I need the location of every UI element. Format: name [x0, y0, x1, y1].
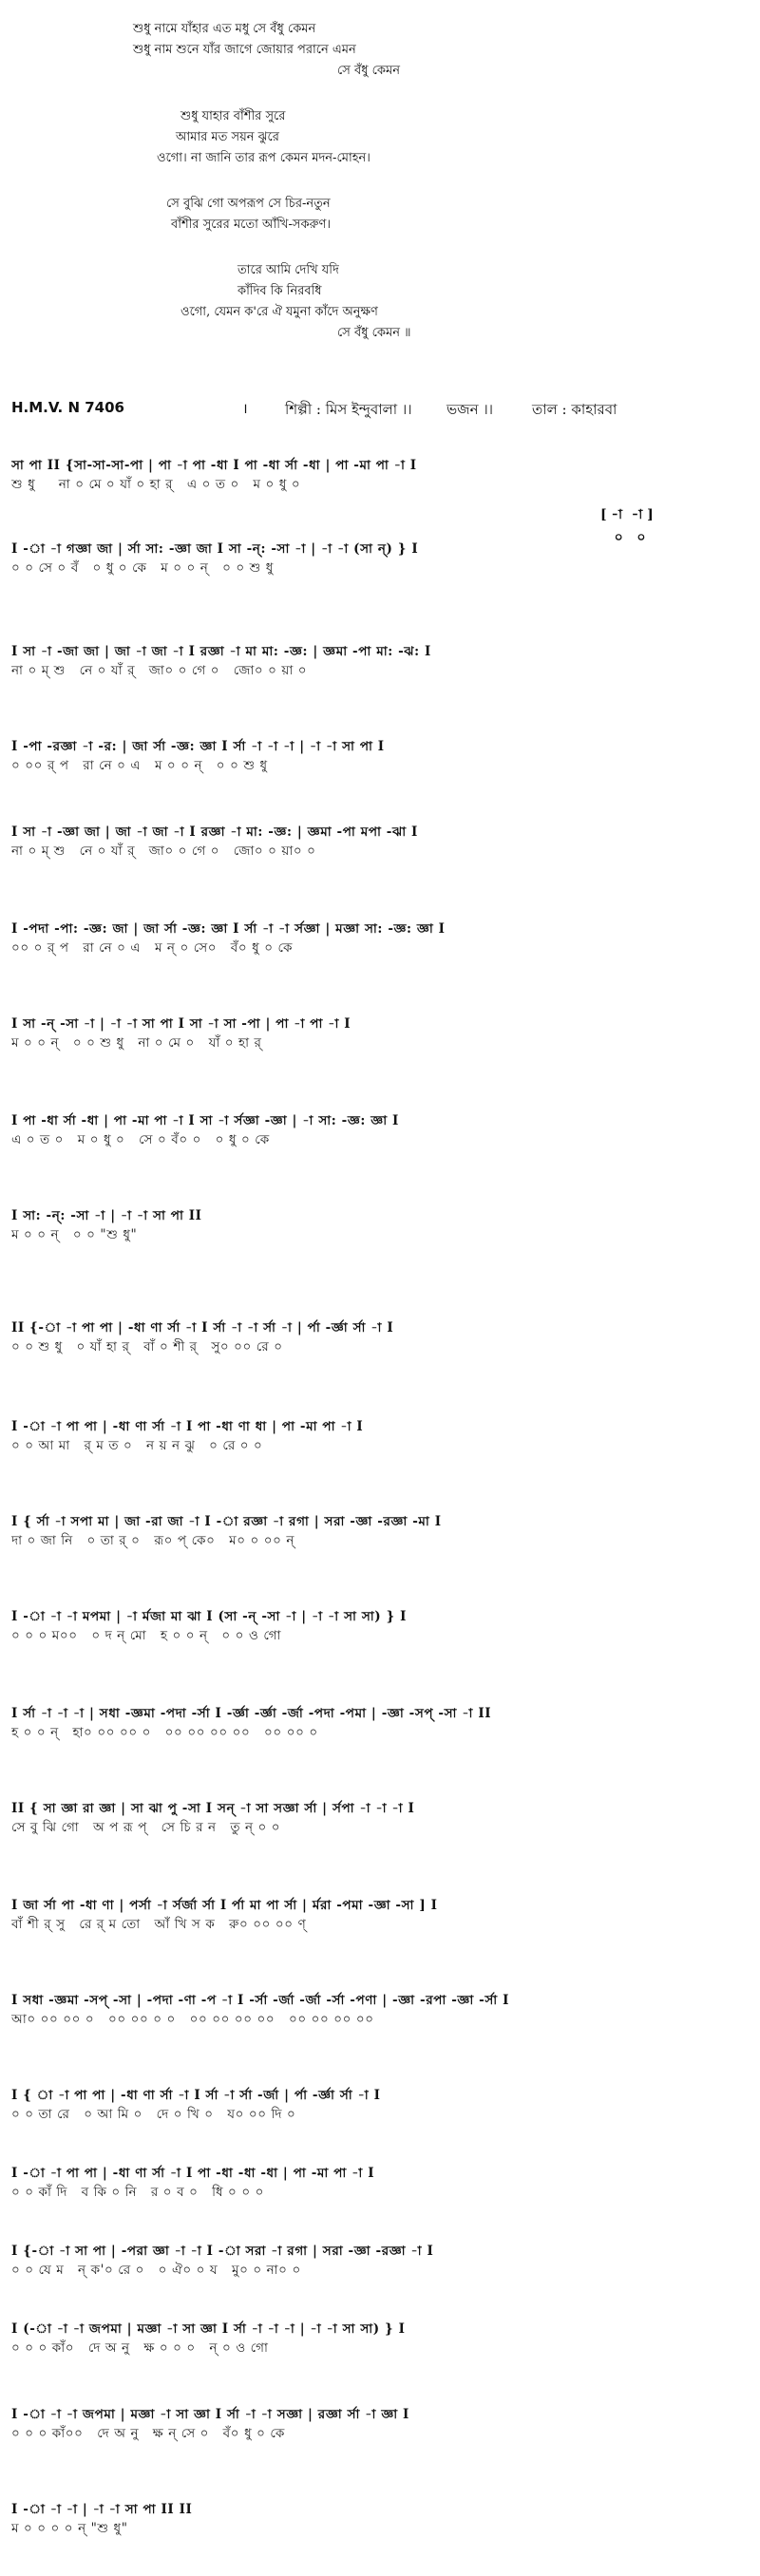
swara-line: I সধা -জ্ঞমা -সপ্ -সা | -পদা -ণা -প -া I -র্সা -র্জা -র্জা -র্সা -পণা | -জ্ঞা -রপা -জ্ঞা -র্সা I [11, 1993, 509, 2008]
swara-line: II { সা জ্ঞা রা জ্ঞা | সা ঝা পু -সা I সন্ -া সা সজ্ঞা র্সা | র্সপা -া -া -া I [11, 1801, 415, 1816]
notation-block [11, 2242, 752, 2280]
bol-line: শু ধু না ০ মে ০ যাঁ ০ হা র্ এ ০ ত ০ ম ০ ধু ০ [11, 477, 301, 492]
bol-line: ০ ০ ০ ম০০ ০ দ ন্ মো হ ০ ০ ন্ ০ ০ ও গো [11, 1628, 282, 1643]
lyric-line: ওগো। না জানি তার রূপ কেমন মদন-মোহন। [157, 151, 370, 165]
swara-line: I -া -া পা পা | -ধা ণা র্সা -া I পা -ধা -ধা -ধা | পা -মা পা -া I [11, 2166, 375, 2181]
notation-block [11, 1512, 752, 1550]
notation-block [11, 919, 752, 957]
bol-line: ০ ০ ০ কাঁ০ দে অ নু ক্ষ ০ ০ ০ ন্ ০ ও গো [11, 2340, 269, 2356]
swara-line: I -া -া গজ্ঞা জা | র্সা সা: -জ্ঞা জা I সা -ন্: -সা -া | -া -া (সা ন্) } I [11, 541, 419, 557]
bol-line: ০০ ০ র্ প রা নে ০ এ ম ন্ ০ সে০ বঁ০ ধু ০ কে [11, 940, 294, 956]
swara-line: I -পদা -পা: -জ্ঞ: জা | জা র্সা -জ্ঞ: জ্ঞা I র্সা -া -া র্সজ্ঞা | মজ্ঞা সা: -জ্ঞ: জ্ঞা I [11, 921, 446, 937]
notation-block [11, 507, 752, 578]
swara-line: I র্সা -া -া -া | সধা -জ্ঞমা -পদা -র্সা I -র্জ্ঞা -র্জ্ঞা -র্জা -পদা -পমা | -জ্ঞা -সপ্ -সা -া II [11, 1706, 492, 1721]
swara-line: I -া -া -া | -া -া সা পা II II [11, 2502, 193, 2517]
bol-line: না ০ ম্ শু নে ০ যাঁ র্ জা০ ০ গে ০ জো০ ০ য়া ০ [11, 663, 308, 678]
swara-line: I { া -া পা পা | -ধা ণা র্সা -া I র্সা -া র্সা -র্জা | র্পা -র্জ্ঞা র্সা -া I [11, 2088, 381, 2103]
bol-line: ০ ০ সে ০ বঁ ০ ধু ০ কে ম ০ ০ ন্ ০ ০ শু ধু [11, 560, 274, 576]
notation-block [11, 1014, 752, 1052]
notation-block [11, 737, 752, 775]
swara-line: I { র্সা -া সপা মা | জা -রা জা -া I -া রজ্ঞা -া রগা | সরা -জ্ঞা -রজ্ঞা -মা I [11, 1514, 442, 1529]
genre-label: ভজন ।। [446, 401, 494, 418]
lyric-line: শুধু যাহার বাঁশীর সুরে [180, 109, 286, 123]
lyric-line: আমার মত সয়ন ঝুরে [176, 130, 279, 144]
lyrics-stanza [0, 194, 760, 236]
swara-line: I -া -া পা পা | -ধা ণা র্সা -া I পা -ধা ণা ধা | পা -মা পা -া I [11, 1419, 364, 1434]
notation-block [11, 2500, 752, 2538]
lyric-line: শুধু নামে যাঁহার এত মধু সে বঁধু কেমন [133, 22, 316, 36]
tala-label: তাল : কাহারবা [532, 401, 618, 418]
bol-line: সে বু ঝি গো অ প রূ প্ সে চি র ন তু ন্ ০ ০ [11, 1820, 281, 1835]
swara-line: I সা: -ন্: -সা -া | -া -া সা পা II [11, 1208, 202, 1223]
swara-line: II {-া -া পা পা | -ধা ণা র্সা -া I র্সা -া -া র্সা -া | র্পা -র্জ্ঞা র্সা -া I [11, 1320, 394, 1335]
notation-block [11, 456, 752, 494]
bol-line: ০ ০ কাঁ দি ব কি ০ নি র ০ ব ০ ধি ০ ০ ০ [11, 2185, 264, 2200]
notation-block [11, 1417, 752, 1455]
lyric-line: বাঁশীর সুরের মতো আঁখি-সকরুণ। [171, 218, 332, 232]
bol-line: বাঁ শী র্ সু রে র্ ম তো আঁ খি স ক রু০ ০০ ০০ ণ্ [11, 1917, 307, 1932]
bol-line: এ ০ ত ০ ম ০ ধু ০ সে ০ বঁ০ ০ ০ ধু ০ কে [11, 1132, 270, 1147]
bol-line: ম ০ ০ ন্ ০ ০ "শু ধু" [11, 1227, 138, 1242]
swara-line: I সা -া -জা জা | জা -া জা -া I রজ্ঞা -া মা মা: -জ্ঞ: | জ্ঞমা -পা মা: -ঝ: I [11, 644, 431, 659]
catalog-number: H.M.V. N 7406 [11, 399, 124, 416]
bol-line: ম ০ ০ ন্ ০ ০ শু ধু না ০ মে ০ যাঁ ০ হা র্ [11, 1035, 262, 1051]
swara-line: I -া -া -া জপমা | মজ্ঞা -া সা জ্ঞা I র্সা -া -া সজ্ঞা | রজ্ঞা র্সা -া জ্ঞা I [11, 2407, 409, 2422]
lyric-line: কাঁদিব কি নিরবধি [238, 284, 322, 298]
bol-line: ০ ০ যে ম ন্ ক'০ রে ০ ০ ঐ০ ০ য মু০ ০ না০ ০ [11, 2263, 301, 2278]
swara-line: I সা -ন্ -সা -া | -া -া সা পা I সা -া সা -পা | পা -া পা -া I [11, 1016, 352, 1032]
notation-block [11, 823, 752, 861]
swara-line: I {-া -া সা পা | -পরা জ্ঞা -া -া I -া সরা -া রগা | সরা -জ্ঞা -রজ্ঞা -া I [11, 2244, 434, 2259]
notation-block [11, 1206, 752, 1244]
notation-block [11, 2164, 752, 2202]
swara-line: I পা -ধা র্সা -ধা | পা -মা পা -া I সা -া র্সজ্ঞা -জ্ঞা | -া সা: -জ্ঞ: জ্ঞা I [11, 1113, 399, 1128]
lyrics-stanza [0, 260, 760, 344]
swara-line: I জা র্সা পা -ধা ণা | পর্সা -া র্সর্জা র্সা I র্পা মা পা র্সা | র্মরা -পমা -জ্ঞা -সা ] I [11, 1898, 438, 1913]
bol-line: দা ০ জা নি ০ তা র্ ০ রূ০ প্ কে০ ম০ ০ ০০ ন্ [11, 1533, 295, 1548]
lyric-line: সে বঁধু কেমন ॥ [337, 326, 411, 340]
notation-block [11, 1991, 752, 2029]
bol-line: আ০ ০০ ০০ ০ ০০ ০০ ০ ০ ০০ ০০ ০০ ০০ ০০ ০০ ০০ ০০ [11, 2012, 374, 2027]
lyrics-section [0, 19, 760, 369]
singer-name: শিল্পী : মিস ইন্দুবালা ।। [285, 401, 412, 418]
swara-line: I -া -া -া মপমা | -া র্মজা মা ঝা I (সা -ন্ -সা -া | -া -া সা সা) } I [11, 1609, 408, 1624]
lyric-line: তারে আমি দেখি যদি [238, 263, 339, 277]
notation-block [11, 1111, 752, 1149]
repeat-bracket: [ -া -া ] ০ ০ [600, 507, 654, 545]
swara-line: সা পা II {সা-সা-সা-পা | পা -া পা -ধা I পা -ধা র্সা -ধা | পা -মা পা -া I [11, 458, 417, 473]
notation-block [11, 642, 752, 680]
bol-line: না ০ ম্ শু নে ০ যাঁ র্ জা০ ০ গে ০ জো০ ০ য়া০ ০ [11, 843, 316, 859]
notation-block [11, 1896, 752, 1934]
notation-block [11, 1607, 752, 1645]
notation-block [11, 1704, 752, 1742]
notation-block [11, 2320, 752, 2358]
lyric-line: সে বঁধু কেমন [337, 64, 400, 78]
lyrics-stanza [0, 19, 760, 82]
record-info [0, 399, 760, 427]
notation-block [11, 1318, 752, 1356]
lyric-line: ওগো, যেমন ক'রে ঐ যমুনা কাঁদে অনুক্ষণ [180, 305, 378, 319]
notation-block [11, 2405, 752, 2443]
bol-line: ম ০ ০ ০ ০ ন্ "শু ধু" [11, 2521, 128, 2536]
bol-line: ০ ০০ র্ প রা নে ০ এ ম ০ ০ ন্ ০ ০ শু ধু [11, 758, 268, 773]
lyrics-stanza [0, 106, 760, 169]
bol-line: ০ ০ আ মা র্ ম ত ০ ন য় ন ঝু ০ রে ০ ০ [11, 1438, 263, 1453]
lyric-line: সে বুঝি গো অপরূপ সে চির-নতুন [166, 197, 331, 211]
bol-line: হ ০ ০ ন্ হা০ ০০ ০০ ০ ০০ ০০ ০০ ০০ ০০ ০০ ০ [11, 1725, 318, 1740]
notation-block [11, 1799, 752, 1837]
lyric-line: শুধু নাম শুনে যাঁর জাগে জোয়ার পরানে এমন [133, 43, 356, 57]
notation-block [11, 2086, 752, 2124]
separator: । [242, 400, 248, 417]
bol-line: ০ ০ ০ কাঁ০০ দে অ নু ক্ষ ন্ সে ০ বঁ০ ধু ০ কে [11, 2426, 285, 2441]
bol-line: ০ ০ শু ধু ০ যাঁ হা র্ বাঁ ০ শী র্ সু০ ০০ রে ০ [11, 1339, 283, 1354]
swara-line: I (-া -া -া জপমা | মজ্ঞা -া সা জ্ঞা I র্সা -া -া -া | -া -া সা সা) } I [11, 2321, 406, 2337]
swara-line: I -পা -রজ্ঞা -া -র: | জা র্সা -জ্ঞ: জ্ঞা I র্সা -া -া -া | -া -া সা পা I [11, 739, 385, 754]
bol-line: ০ ০ তা রে ০ আ মি ০ দে ০ খি ০ য০ ০০ দি ০ [11, 2107, 296, 2122]
swara-line: I সা -া -জ্ঞা জা | জা -া জা -া I রজ্ঞা -া মা: -জ্ঞ: | জ্ঞমা -পা মপা -ঝা I [11, 824, 418, 840]
